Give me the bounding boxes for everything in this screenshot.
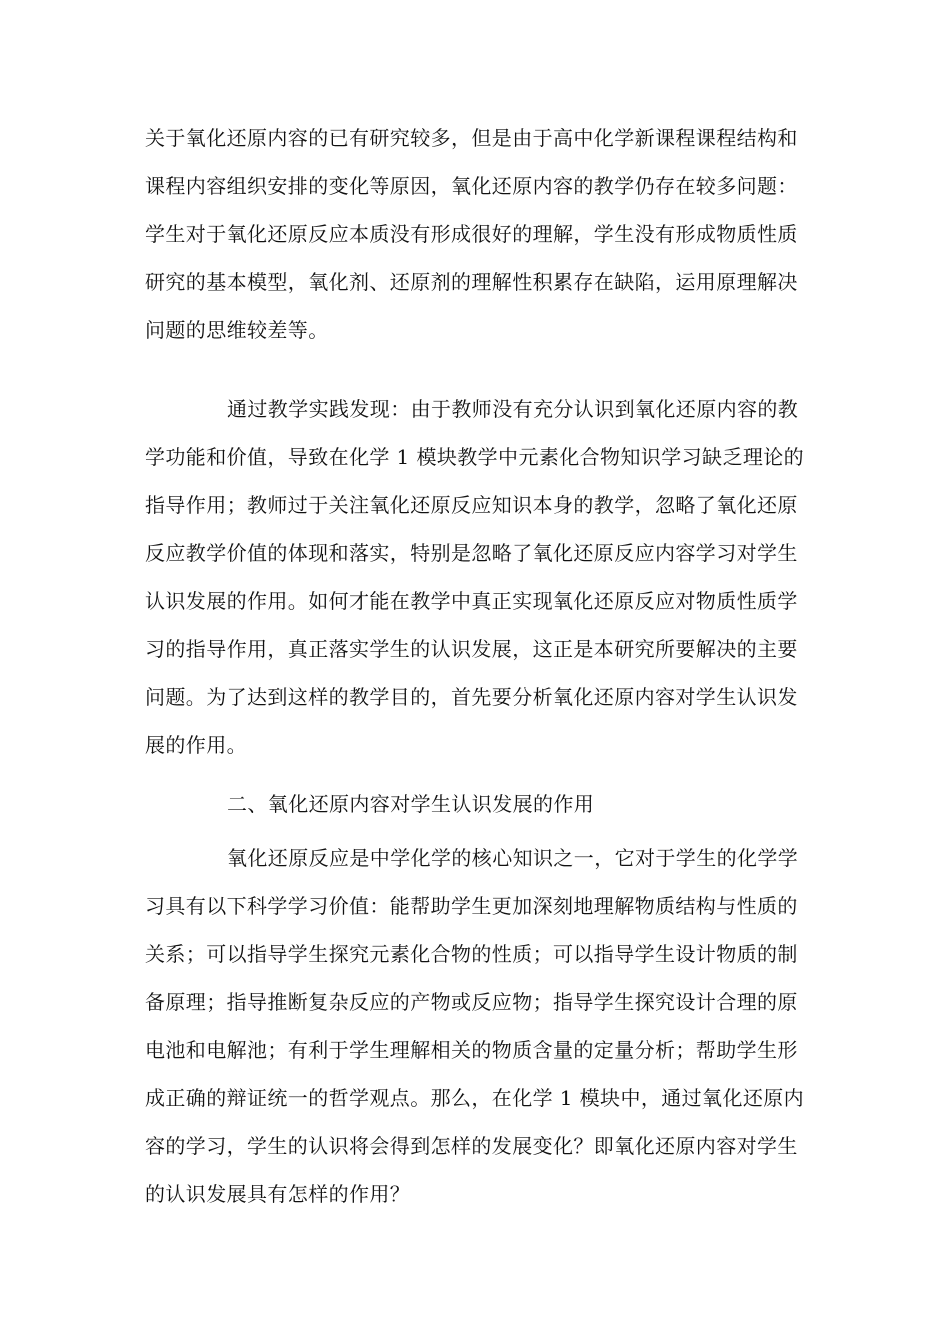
text-line: 电池和电解池；有利于学生理解相关的物质含量的定量分析；帮助学生形 — [145, 1038, 798, 1062]
text-line: 学功能和价值，导致在化学 1 模块教学中元素化合物知识学习缺乏理论的 — [145, 445, 805, 469]
text-line: 学生对于氧化还原反应本质没有形成很好的理解，学生没有形成物质性质 — [145, 222, 798, 246]
text-line: 课程内容组织安排的变化等原因，氧化还原内容的教学仍存在较多问题： — [145, 174, 798, 198]
text-line: 习具有以下科学学习价值：能帮助学生更加深刻地理解物质结构与性质的 — [145, 894, 798, 918]
text-line: 关于氧化还原内容的已有研究较多，但是由于高中化学新课程课程结构和 — [145, 126, 798, 150]
text-line: 成正确的辩证统一的哲学观点。那么，在化学 1 模块中，通过氧化还原内 — [145, 1086, 805, 1110]
text-line: 氧化还原反应是中学化学的核心知识之一，它对于学生的化学学 — [227, 846, 799, 870]
text-line: 问题。为了达到这样的教学目的，首先要分析氧化还原内容对学生认识发 — [145, 685, 798, 709]
text-line: 备原理；指导推断复杂反应的产物或反应物；指导学生探究设计合理的原 — [145, 990, 798, 1014]
text-line: 习的指导作用，真正落实学生的认识发展，这正是本研究所要解决的主要 — [145, 637, 798, 661]
text-line: 容的学习，学生的认识将会得到怎样的发展变化？即氧化还原内容对学生 — [145, 1134, 798, 1158]
text-line: 关系；可以指导学生探究元素化合物的性质；可以指导学生设计物质的制 — [145, 942, 798, 966]
paragraph-research-problems — [145, 114, 810, 364]
paragraph-teaching-practice — [145, 385, 810, 775]
text-line: 的认识发展具有怎样的作用？ — [145, 1182, 411, 1206]
section-heading-text: 二、氧化还原内容对学生认识发展的作用 — [227, 792, 595, 816]
text-line: 认识发展的作用。如何才能在教学中真正实现氧化还原反应对物质性质学 — [145, 589, 798, 613]
paragraph-redox-value — [145, 834, 810, 1224]
text-line: 通过教学实践发现：由于教师没有充分认识到氧化还原内容的教 — [227, 397, 799, 421]
text-line: 研究的基本模型，氧化剂、还原剂的理解性积累存在缺陷，运用原理解决 — [145, 270, 798, 294]
text-line: 问题的思维较差等。 — [145, 318, 329, 342]
text-line: 展的作用。 — [145, 733, 247, 757]
text-line: 指导作用；教师过于关注氧化还原反应知识本身的教学，忽略了氧化还原 — [145, 493, 798, 517]
section-heading — [145, 780, 810, 828]
text-line: 反应教学价值的体现和落实，特别是忽略了氧化还原反应内容学习对学生 — [145, 541, 798, 565]
